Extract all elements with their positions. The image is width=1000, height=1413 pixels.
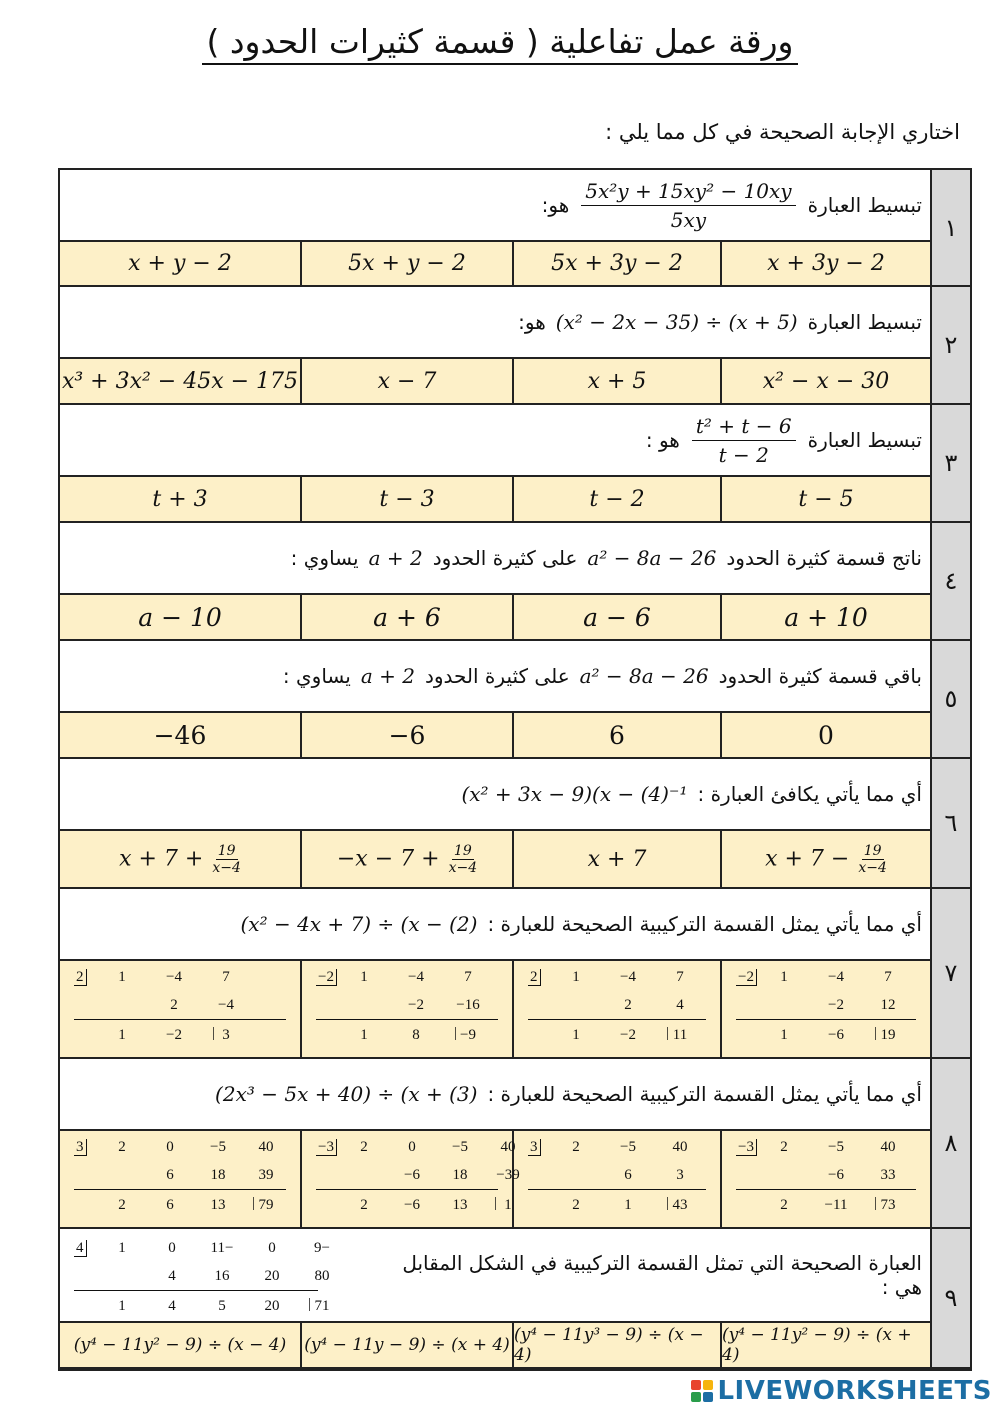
fraction-numerator: 19	[217, 842, 236, 859]
synthetic-divisor	[736, 969, 757, 986]
question-suffix: هو :	[645, 428, 680, 452]
answer-option[interactable]	[512, 1323, 720, 1367]
synthetic-cell: −6	[404, 1167, 420, 1183]
question-number: ٩	[930, 1229, 970, 1367]
synthetic-cell: 18	[452, 1167, 468, 1183]
synthetic-cell: 8	[412, 1027, 420, 1043]
option-term: x + 7 −	[765, 846, 857, 871]
fraction-denominator: x−4	[858, 859, 887, 876]
question-expression: (x² − 4x + 7) ÷ (x − (2)	[240, 912, 478, 936]
divisor-value: 2	[74, 969, 87, 986]
synthetic-cell: 6	[166, 1167, 174, 1183]
question-number: ٧	[930, 889, 970, 1057]
question-expression: (x² + 3x − 9)(x − (4)⁻¹	[461, 782, 688, 806]
answer-option[interactable]	[300, 1131, 520, 1227]
answer-option[interactable]	[512, 242, 720, 285]
synthetic-cell: 1	[118, 1027, 126, 1043]
question-text	[60, 889, 930, 961]
synthetic-cell: 0	[268, 1240, 276, 1256]
synthetic-cell: 1	[504, 1197, 512, 1213]
answer-option[interactable]	[300, 713, 512, 757]
question-number: ٥	[930, 641, 970, 757]
answer-option[interactable]	[60, 1323, 300, 1367]
question-number: ٤	[930, 523, 970, 639]
synthetic-cell: 20	[264, 1268, 280, 1284]
divisor-value: −3	[316, 1139, 337, 1156]
synthetic-cell: −39	[496, 1167, 520, 1183]
divisor-value: 2	[528, 969, 541, 986]
option-text: a − 10	[138, 602, 222, 632]
option-term: −x − 7 +	[336, 846, 447, 871]
synthetic-cell: 1	[118, 969, 126, 985]
question-row	[60, 759, 970, 889]
synthetic-cell: 1	[118, 1240, 126, 1256]
option-text: x + 3y − 2	[767, 251, 885, 276]
answer-options	[60, 359, 930, 403]
synthetic-cell: 1	[360, 1027, 368, 1043]
option-text: a + 10	[784, 602, 868, 632]
answer-option[interactable]	[512, 595, 720, 639]
synthetic-cell: 19	[880, 1027, 896, 1043]
divisor-value: 3	[74, 1139, 87, 1156]
synthetic-cell: −2	[166, 1027, 182, 1043]
question-text	[60, 759, 930, 831]
synthetic-cell: 16	[214, 1268, 230, 1284]
option-text: 5x + y − 2	[348, 251, 466, 276]
synthetic-cell: 20	[264, 1298, 280, 1314]
synthetic-cell: 71	[314, 1298, 330, 1314]
question-suffix: يساوي :	[282, 664, 351, 688]
answer-option[interactable]	[300, 831, 512, 887]
option-text: x³ + 3x² − 45x − 175	[61, 368, 299, 394]
synthetic-cell: −2	[408, 997, 424, 1013]
question-table	[58, 168, 972, 1371]
synthetic-cell: 3	[676, 1167, 684, 1183]
question-row	[60, 641, 970, 759]
synthetic-cell: 7	[884, 969, 892, 985]
synthetic-line	[736, 1189, 916, 1190]
remainder-bar: |	[666, 1195, 670, 1211]
option-text: x² − x − 30	[762, 368, 890, 394]
question-row	[60, 405, 970, 523]
question-label: تبسيط العبارة	[807, 193, 922, 217]
synthetic-divisor	[316, 969, 337, 986]
option-text: (y⁴ − 11y² − 9) ÷ (x − 4)	[73, 1335, 287, 1355]
fraction-denominator: 5xy	[670, 207, 707, 232]
question-row	[60, 1229, 970, 1369]
question-label: ناتج قسمة كثيرة الحدود	[726, 546, 922, 570]
synthetic-cell: 2	[572, 1139, 580, 1155]
synthetic-cell: 4	[168, 1298, 176, 1314]
answer-option[interactable]	[60, 1131, 300, 1227]
synthetic-cell: 2	[780, 1139, 788, 1155]
question-label: باقي قسمة كثيرة الحدود	[718, 664, 922, 688]
question-suffix: هو:	[518, 310, 546, 334]
remainder-bar: |	[494, 1195, 498, 1211]
question-divisor: a + 2	[368, 546, 423, 570]
option-fraction	[858, 843, 887, 876]
answer-option[interactable]	[720, 961, 930, 1057]
answer-options	[60, 242, 930, 285]
fraction-denominator: x−4	[448, 859, 478, 876]
synthetic-cell: 2	[118, 1197, 126, 1213]
synthetic-divisor	[74, 1240, 87, 1257]
answer-option[interactable]	[720, 713, 930, 757]
question-label: العبارة الصحيحة التي تمثل القسمة التركيبية في الشكل المقابل هي :	[402, 1251, 922, 1299]
option-text: (y⁴ − 11y² − 9) ÷ (x + 4)	[722, 1325, 912, 1365]
synthetic-division	[302, 1131, 520, 1227]
answer-option[interactable]	[60, 477, 300, 521]
synthetic-cell: 2	[360, 1197, 368, 1213]
synthetic-cell: −6	[828, 1027, 844, 1043]
question-label: تبسيط العبارة	[807, 428, 922, 452]
synthetic-cell: 1	[780, 969, 788, 985]
question-connector: على كثيرة الحدود	[424, 664, 570, 688]
synthetic-cell: 2	[624, 997, 632, 1013]
synthetic-cell: 18	[210, 1167, 226, 1183]
question-label: أي مما يأتي يكافئ العبارة :	[697, 782, 922, 806]
answer-option[interactable]	[60, 961, 300, 1057]
option-text: x − 7	[377, 368, 437, 394]
remainder-bar: |	[874, 1195, 878, 1211]
question-connector: على كثيرة الحدود	[432, 546, 578, 570]
question-expression: a² − 8a − 26	[579, 664, 709, 688]
synthetic-divisor	[74, 1139, 87, 1156]
question-text	[60, 287, 930, 359]
synthetic-cell: 1	[118, 1298, 126, 1314]
remainder-bar: |	[874, 1025, 878, 1041]
synthetic-line	[736, 1019, 916, 1020]
synthetic-divisor	[316, 1139, 337, 1156]
synthetic-divisor	[528, 969, 541, 986]
answer-option[interactable]	[300, 961, 512, 1057]
answer-option[interactable]	[512, 961, 720, 1057]
answer-option[interactable]	[720, 477, 930, 521]
synthetic-cell: 2	[170, 997, 178, 1013]
fraction-denominator: t − 2	[718, 442, 769, 467]
question-fraction	[692, 414, 796, 467]
option-text: (y⁴ − 11y³ − 9) ÷ (x − 4)	[514, 1325, 704, 1365]
synthetic-cell: −9	[460, 1027, 476, 1043]
question-number: ٢	[930, 287, 970, 403]
synthetic-cell: 13	[210, 1197, 226, 1213]
divisor-value: −2	[316, 969, 337, 986]
answer-option[interactable]	[512, 831, 720, 887]
synthetic-cell: −4	[408, 969, 424, 985]
synthetic-line	[74, 1189, 286, 1190]
answer-options	[60, 595, 930, 639]
question-fraction	[581, 179, 795, 232]
synthetic-division	[514, 1131, 720, 1227]
fraction-numerator: 5x²y + 15xy² − 10xy	[581, 179, 795, 206]
synthetic-cell: 1	[780, 1027, 788, 1043]
answer-option[interactable]	[300, 359, 512, 403]
synthetic-cell: −6	[404, 1197, 420, 1213]
synthetic-cell: −9	[314, 1240, 330, 1256]
question-text	[60, 1229, 930, 1323]
option-text: 0	[818, 720, 834, 750]
option-text: 6	[609, 720, 625, 750]
question-number: ٦	[930, 759, 970, 887]
synthetic-line	[74, 1019, 286, 1020]
answer-options	[60, 713, 930, 757]
fraction-numerator: 19	[863, 842, 882, 859]
synthetic-division	[302, 961, 512, 1057]
answer-option[interactable]	[512, 359, 720, 403]
question-expression: a² − 8a − 26	[587, 546, 717, 570]
question-number: ٣	[930, 405, 970, 521]
question-number: ٨	[930, 1059, 970, 1227]
divisor-value: 4	[74, 1240, 87, 1257]
answer-option[interactable]	[720, 1323, 930, 1367]
synthetic-cell: −11	[210, 1240, 234, 1256]
synthetic-cell: 40	[500, 1139, 516, 1155]
option-text: a − 6	[583, 602, 651, 632]
option-text: a + 6	[373, 602, 441, 632]
synthetic-cell: −5	[452, 1139, 468, 1155]
synthetic-divisor	[736, 1139, 757, 1156]
synthetic-cell: 40	[672, 1139, 688, 1155]
question-label: أي مما يأتي يمثل القسمة التركيبية الصحيحة للعبارة :	[487, 1082, 922, 1106]
synthetic-cell: 6	[624, 1167, 632, 1183]
synthetic-line	[316, 1019, 498, 1020]
answer-option[interactable]	[300, 595, 512, 639]
synthetic-line	[528, 1189, 706, 1190]
option-text: (y⁴ − 11y − 9) ÷ (x + 4)	[304, 1335, 510, 1355]
synthetic-cell: −4	[828, 969, 844, 985]
synthetic-cell: 6	[166, 1197, 174, 1213]
remainder-bar: |	[308, 1296, 312, 1312]
synthetic-line	[316, 1189, 498, 1190]
synthetic-cell: −4	[166, 969, 182, 985]
liveworksheets-logo	[691, 1376, 992, 1406]
synthetic-cell: −4	[218, 997, 234, 1013]
synthetic-cell: 4	[676, 997, 684, 1013]
synthetic-cell: 2	[118, 1139, 126, 1155]
synthetic-cell: 4	[168, 1268, 176, 1284]
question-row	[60, 287, 970, 405]
option-text: x + 7	[587, 846, 647, 872]
answer-option[interactable]	[300, 1323, 512, 1367]
synthetic-cell: −11	[824, 1197, 848, 1213]
question-row	[60, 889, 970, 1059]
synthetic-cell: 13	[452, 1197, 468, 1213]
synthetic-cell: 1	[572, 969, 580, 985]
synthetic-cell: 2	[572, 1197, 580, 1213]
option-text: t − 2	[589, 486, 645, 512]
synthetic-cell: −6	[828, 1167, 844, 1183]
synthetic-cell: 43	[672, 1197, 688, 1213]
answer-option[interactable]	[512, 477, 720, 521]
logo-text: LIVEWORKSHEETS	[717, 1376, 992, 1406]
option-text: −6	[388, 720, 426, 750]
synthetic-division	[514, 961, 720, 1057]
question-row	[60, 170, 970, 287]
answer-option[interactable]	[720, 831, 930, 887]
synthetic-cell: −5	[828, 1139, 844, 1155]
question-row	[60, 523, 970, 641]
synthetic-line	[74, 1290, 318, 1291]
option-text	[119, 843, 241, 876]
synthetic-cell: 2	[780, 1197, 788, 1213]
answer-option[interactable]	[60, 713, 300, 757]
question-label: أي مما يأتي يمثل القسمة التركيبية الصحيحة للعبارة :	[487, 912, 922, 936]
option-text	[337, 843, 477, 876]
remainder-bar: |	[454, 1025, 458, 1041]
option-text	[765, 843, 887, 876]
question-row	[60, 1059, 970, 1229]
synthetic-cell: 11	[672, 1027, 688, 1043]
question-text	[60, 170, 930, 242]
synthetic-cell: 12	[880, 997, 896, 1013]
synthetic-division	[60, 961, 300, 1057]
answer-option[interactable]	[720, 242, 930, 285]
answer-options	[60, 1131, 930, 1227]
question-number: ١	[930, 170, 970, 285]
synthetic-cell: 1	[572, 1027, 580, 1043]
answer-options	[60, 961, 930, 1057]
synthetic-cell: 7	[676, 969, 684, 985]
question-expression: (2x³ − 5x + 40) ÷ (x + (3)	[215, 1082, 478, 1106]
option-text: t − 3	[379, 486, 435, 512]
synthetic-cell: 1	[360, 969, 368, 985]
synthetic-cell: −5	[620, 1139, 636, 1155]
answer-option[interactable]	[300, 477, 512, 521]
option-term: x + 7 +	[119, 846, 211, 871]
synthetic-division	[722, 1131, 930, 1227]
synthetic-cell: 79	[258, 1197, 274, 1213]
option-text: −46	[153, 720, 207, 750]
synthetic-cell: −4	[620, 969, 636, 985]
option-text: x + 5	[587, 368, 647, 394]
remainder-bar: |	[212, 1025, 216, 1041]
answer-options	[60, 477, 930, 521]
synthetic-cell: −5	[210, 1139, 226, 1155]
synthetic-cell: 0	[168, 1240, 176, 1256]
question-label: تبسيط العبارة	[807, 310, 922, 334]
question-text	[60, 523, 930, 595]
question-divisor: a + 2	[360, 664, 415, 688]
question-text	[60, 1059, 930, 1131]
question-text	[60, 641, 930, 713]
synthetic-cell: 1	[624, 1197, 632, 1213]
question-suffix: يساوي :	[290, 546, 359, 570]
synthetic-cell: −2	[828, 997, 844, 1013]
fraction-denominator: x−4	[212, 859, 241, 876]
answer-option[interactable]	[60, 242, 300, 285]
synthetic-cell: 7	[222, 969, 230, 985]
synthetic-line	[528, 1019, 706, 1020]
synthetic-cell: 7	[464, 969, 472, 985]
synthetic-cell: 0	[408, 1139, 416, 1155]
divisor-value: −3	[736, 1139, 757, 1156]
synthetic-cell: 2	[360, 1139, 368, 1155]
answer-option[interactable]	[512, 1131, 720, 1227]
answer-option[interactable]	[512, 713, 720, 757]
question-text	[60, 405, 930, 477]
synthetic-divisor	[528, 1139, 541, 1156]
remainder-bar: |	[666, 1025, 670, 1041]
synthetic-cell: 39	[258, 1167, 274, 1183]
synthetic-cell: 3	[222, 1027, 230, 1043]
synthetic-cell: 40	[880, 1139, 896, 1155]
divisor-value: −2	[736, 969, 757, 986]
option-fraction	[449, 843, 478, 876]
question-suffix: هو:	[541, 193, 570, 217]
synthetic-cell: 0	[166, 1139, 174, 1155]
synthetic-cell: 73	[880, 1197, 896, 1213]
instructions: اختاري الإجابة الصحيحة في كل مما يلي :	[605, 120, 960, 144]
answer-options	[60, 1323, 930, 1367]
option-text: x + y − 2	[128, 251, 232, 276]
answer-option[interactable]	[720, 595, 930, 639]
answer-options	[60, 831, 930, 887]
page-title: ورقة عمل تفاعلية ( قسمة كثيرات الحدود )	[0, 22, 1000, 61]
answer-option[interactable]	[60, 831, 300, 887]
synthetic-cell: 80	[314, 1268, 330, 1284]
synthetic-division	[60, 1131, 300, 1227]
answer-option[interactable]	[720, 359, 930, 403]
answer-option[interactable]	[60, 359, 300, 403]
answer-option[interactable]	[720, 1131, 930, 1227]
synthetic-divisor	[74, 969, 87, 986]
option-text: t − 5	[798, 486, 854, 512]
logo-icon	[691, 1380, 713, 1402]
synthetic-cell: 33	[880, 1167, 896, 1183]
fraction-numerator: 19	[453, 842, 472, 859]
synthetic-cell: −2	[620, 1027, 636, 1043]
question-synthetic-division	[60, 1232, 332, 1318]
fraction-numerator: t² + t − 6	[692, 414, 796, 441]
question-expression: (x² − 2x − 35) ÷ (x + 5)	[555, 310, 798, 334]
option-text: t + 3	[152, 486, 208, 512]
option-fraction	[212, 843, 241, 876]
remainder-bar: |	[252, 1195, 256, 1211]
synthetic-cell: −16	[456, 997, 480, 1013]
answer-option[interactable]	[60, 595, 300, 639]
synthetic-cell: 5	[218, 1298, 226, 1314]
synthetic-cell: 40	[258, 1139, 274, 1155]
synthetic-division	[722, 961, 930, 1057]
answer-option[interactable]	[300, 242, 512, 285]
divisor-value: 3	[528, 1139, 541, 1156]
option-text: 5x + 3y − 2	[551, 251, 683, 276]
